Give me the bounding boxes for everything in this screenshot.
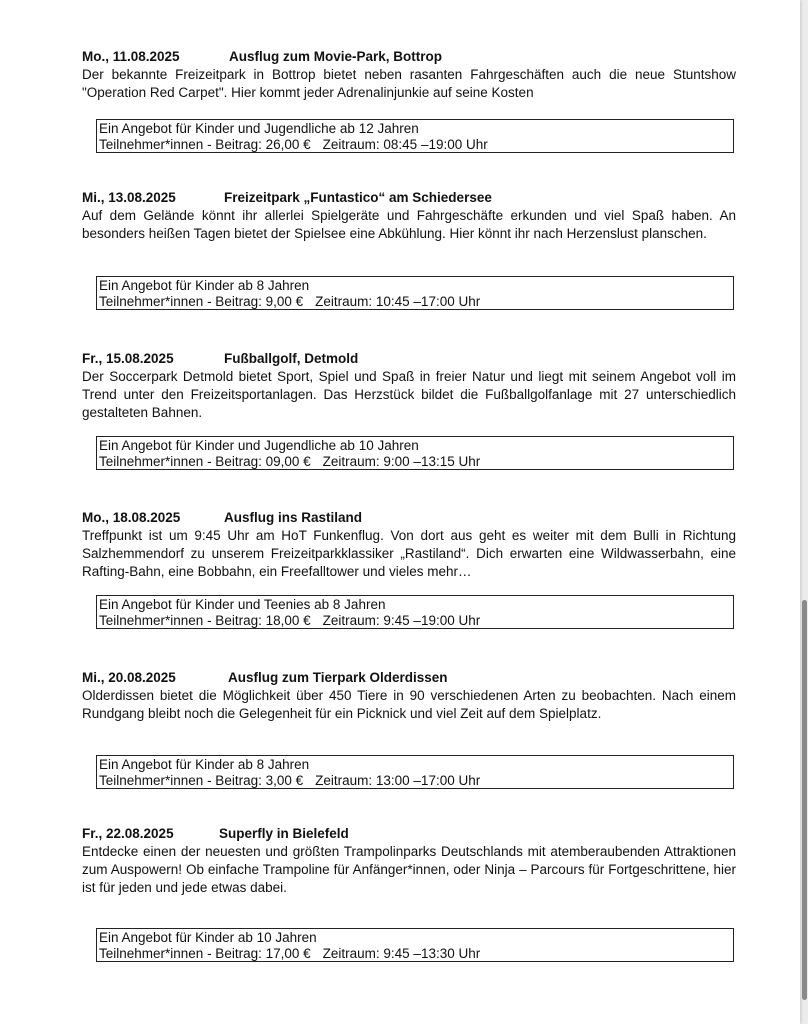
event-date: Mo., 18.08.2025 bbox=[82, 510, 181, 525]
event-title: Ausflug zum Movie-Park, Bottrop bbox=[229, 49, 443, 64]
event-title: Superfly in Bielefeld bbox=[219, 826, 349, 841]
event-title: Fußballgolf, Detmold bbox=[224, 351, 359, 366]
event-heading bbox=[82, 509, 736, 527]
event-period: Zeitraum: 13:00 –17:00 Uhr bbox=[315, 773, 481, 788]
event-heading bbox=[82, 48, 736, 66]
event-description: Treffpunkt ist um 9:45 Uhr am HoT Funkenflug. Von dort aus geht es weiter mit dem Bulli in Richtung Salzhemmendorf zu unserem Freizeitparkklassiker „Rastiland“. Dich erwarten eine Wildwasserbahn, eine Rafting-Bahn, eine Bobbahn, ein Freefalltower und vieles mehr… bbox=[82, 528, 736, 579]
event-entry bbox=[82, 48, 736, 152]
event-title: Ausflug ins Rastiland bbox=[224, 510, 363, 525]
event-offer: Ein Angebot für Kinder ab 8 Jahren bbox=[99, 278, 310, 293]
event-fee: Teilnehmer*innen - Beitrag: 18,00 € bbox=[99, 613, 311, 628]
event-info-box bbox=[96, 595, 734, 629]
event-title: Freizeitpark „Funtastico“ am Schiedersee bbox=[224, 190, 492, 205]
event-info-box bbox=[96, 119, 734, 153]
event-heading bbox=[82, 669, 736, 687]
event-entry bbox=[82, 669, 736, 788]
event-offer: Ein Angebot für Kinder ab 8 Jahren bbox=[99, 757, 310, 772]
event-offer: Ein Angebot für Kinder und Teenies ab 8 Jahren bbox=[99, 597, 386, 612]
event-info-box bbox=[96, 276, 734, 310]
event-description: Der bekannte Freizeitpark in Bottrop bietet neben rasanten Fahrgeschäften auch die neue Stuntshow "Operation Red Carpet". Hier kommt jeder Adrenalinjunkie auf seine Kosten bbox=[82, 67, 736, 100]
event-fee: Teilnehmer*innen - Beitrag: 9,00 € bbox=[99, 294, 304, 309]
event-fee-line bbox=[99, 294, 733, 310]
event-heading bbox=[82, 189, 736, 207]
event-date: Mi., 13.08.2025 bbox=[82, 190, 176, 205]
event-offer: Ein Angebot für Kinder und Jugendliche ab 10 Jahren bbox=[99, 438, 419, 453]
event-entry bbox=[82, 509, 736, 628]
event-heading bbox=[82, 350, 736, 368]
event-info-box bbox=[96, 928, 734, 962]
event-fee: Teilnehmer*innen - Beitrag: 17,00 € bbox=[99, 946, 311, 961]
event-fee-line bbox=[99, 613, 733, 629]
event-date: Mi., 20.08.2025 bbox=[82, 670, 176, 685]
event-description: Entdecke einen der neuesten und größten Trampolinparks Deutschlands mit atemberaubenden Attraktionen zum Auspowern! Ob einfache Trampoline für Anfänger*innen, oder Ninja – Parcours für Fortgeschrittene, hier ist für jeden und jede etwas dabei. bbox=[82, 844, 736, 895]
event-fee-line bbox=[99, 773, 733, 789]
vertical-scrollbar[interactable] bbox=[802, 600, 807, 1000]
event-description: Auf dem Gelände könnt ihr allerlei Spielgeräte und Fahrgeschäfte erkunden und viel Spaß haben. An besonders heißen Tagen bietet der Spielsee eine Abkühlung. Hier könnt ihr nach Herzenslust planschen. bbox=[82, 208, 736, 241]
event-date: Fr., 15.08.2025 bbox=[82, 351, 174, 366]
event-fee: Teilnehmer*innen - Beitrag: 3,00 € bbox=[99, 773, 304, 788]
event-info-box bbox=[96, 436, 734, 470]
event-entry bbox=[82, 825, 736, 961]
event-fee: Teilnehmer*innen - Beitrag: 09,00 € bbox=[99, 454, 311, 469]
event-title: Ausflug zum Tierpark Olderdissen bbox=[228, 670, 448, 685]
event-description: Der Soccerpark Detmold bietet Sport, Spiel und Spaß in freier Natur und liegt mit seinem Angebot voll im Trend unter den Freizeitsportanlagen. Das Herzstück bildet die Fußballgolfanlage mit 27 unterschiedlich gestalteten Bahnen. bbox=[82, 369, 736, 420]
event-period: Zeitraum: 9:45 –13:30 Uhr bbox=[322, 946, 481, 961]
event-fee-line bbox=[99, 946, 733, 962]
event-heading bbox=[82, 825, 736, 843]
event-fee-line bbox=[99, 454, 733, 470]
event-description: Olderdissen bietet die Möglichkeit über 450 Tiere in 90 verschiedenen Arten zu beobachten. Nach einem Rundgang bleibt noch die Gelegenheit für ein Picknick und viel Zeit auf dem Spielplatz. bbox=[82, 688, 736, 721]
event-period: Zeitraum: 9:45 –19:00 Uhr bbox=[322, 613, 481, 628]
event-date: Mo., 11.08.2025 bbox=[82, 49, 180, 64]
event-period: Zeitraum: 08:45 –19:00 Uhr bbox=[322, 137, 488, 152]
event-entry bbox=[82, 189, 736, 309]
event-date: Fr., 22.08.2025 bbox=[82, 826, 174, 841]
event-period: Zeitraum: 9:00 –13:15 Uhr bbox=[322, 454, 481, 469]
event-offer: Ein Angebot für Kinder und Jugendliche ab 12 Jahren bbox=[99, 121, 419, 136]
event-fee-line bbox=[99, 137, 733, 153]
event-period: Zeitraum: 10:45 –17:00 Uhr bbox=[315, 294, 481, 309]
event-offer: Ein Angebot für Kinder ab 10 Jahren bbox=[99, 930, 317, 945]
event-entry bbox=[82, 350, 736, 469]
event-fee: Teilnehmer*innen - Beitrag: 26,00 € bbox=[99, 137, 311, 152]
event-info-box bbox=[96, 755, 734, 789]
